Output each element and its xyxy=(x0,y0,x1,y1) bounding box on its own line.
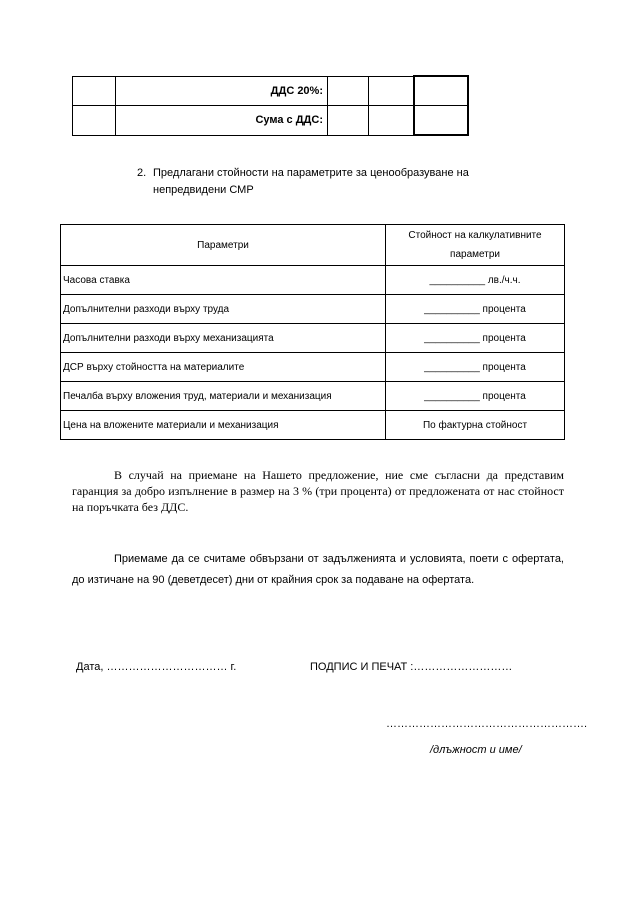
vat-label: ДДС 20%: xyxy=(116,76,328,106)
section-2-heading xyxy=(137,165,517,199)
signature-dots: ………………………………………………. xyxy=(386,718,588,730)
table-row xyxy=(61,353,565,382)
summary-cell xyxy=(73,76,116,106)
acceptance-paragraph: Приемаме да се считаме обвързани от задълженията и условията, поети с офертата, до изтичане на 90 (деветдесет) дни от крайния срок за подаване на офертата. xyxy=(72,553,564,586)
table-row xyxy=(61,295,565,324)
param-name: Цена на вложените материали и механизация xyxy=(61,411,386,440)
summary-cell xyxy=(328,76,369,106)
summary-cell xyxy=(73,106,116,136)
position-and-name-caption: /длъжност и име/ xyxy=(430,744,522,756)
parameters-table xyxy=(60,224,565,440)
summary-cell xyxy=(328,106,369,136)
section-number: 2. xyxy=(137,167,147,179)
param-name: Часова ставка xyxy=(61,266,386,295)
param-value: __________ процента xyxy=(386,295,565,324)
signature-field: ПОДПИС И ПЕЧАТ :……………………… xyxy=(310,661,513,673)
section-title: Предлагани стойности на параметрите за ценообразуване на непредвидени СМР xyxy=(153,167,469,196)
param-name: Допълнителни разходи върху механизацията xyxy=(61,324,386,353)
total-value-cell xyxy=(414,106,468,136)
table-row xyxy=(61,382,565,411)
param-value: __________ процента xyxy=(386,353,565,382)
param-value: __________ лв./ч.ч. xyxy=(386,266,565,295)
date-field: Дата, …………………………… г. xyxy=(76,661,237,673)
param-value: По фактурна стойност xyxy=(386,411,565,440)
header-parameters: Параметри xyxy=(61,225,386,266)
guarantee-paragraph: В случай на приемане на Нашето предложение, ние сме съгласни да представим гаранция за добро изпълнение в размер на 3 % (три процента) от предложената от нас стойност на поръчката без ДДС. xyxy=(72,468,564,514)
vat-row xyxy=(73,76,469,106)
table-header-row xyxy=(61,225,565,266)
param-name: Печалба върху вложения труд, материали и механизация xyxy=(61,382,386,411)
summary-table xyxy=(72,75,469,136)
summary-cell xyxy=(369,76,415,106)
summary-cell xyxy=(369,106,415,136)
vat-value-cell xyxy=(414,76,468,106)
param-value: __________ процента xyxy=(386,382,565,411)
param-value: __________ процента xyxy=(386,324,565,353)
param-name: ДСР върху стойността на материалите xyxy=(61,353,386,382)
table-row xyxy=(61,266,565,295)
param-name: Допълнителни разходи върху труда xyxy=(61,295,386,324)
table-row xyxy=(61,324,565,353)
total-label: Сума с ДДС: xyxy=(116,106,328,136)
header-values: Стойност на калкулативните параметри xyxy=(386,225,565,266)
total-row xyxy=(73,106,469,136)
table-row xyxy=(61,411,565,440)
